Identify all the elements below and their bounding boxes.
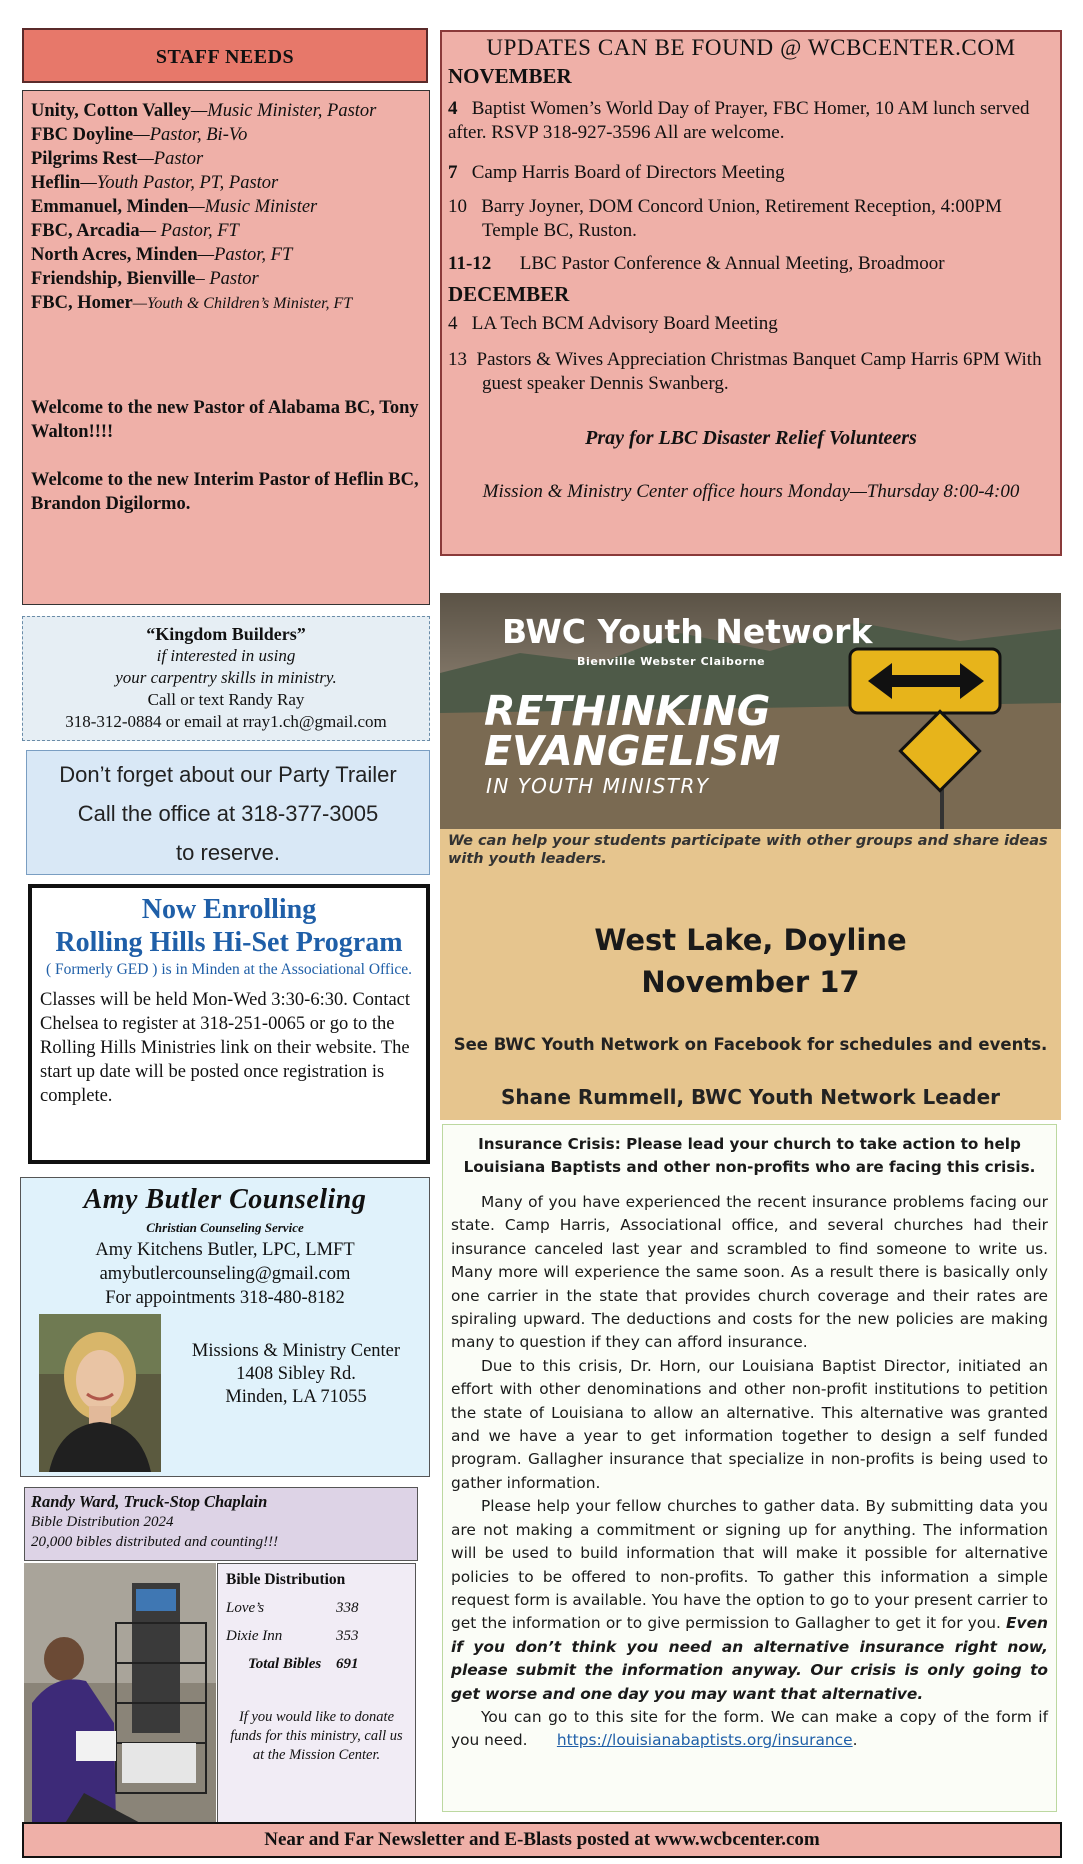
insurance-paragraph: You can go to this site for the form. We can make a copy of the form if you need. https://louisianabaptists.org/insurance. [451, 1707, 1048, 1750]
event-item [448, 195, 1054, 243]
counseling-address [171, 1340, 421, 1409]
church-name: Friendship, Bienville [31, 269, 196, 289]
youth-facebook-note: See BWC Youth Network on Facebook for schedules and events. [453, 1035, 1048, 1054]
counseling-contact [21, 1238, 429, 1310]
address-line: 1408 Sibley Rd. [236, 1364, 356, 1384]
amy-butler-counseling-box [20, 1177, 430, 1477]
position-needed: —Music Minister, Pastor [190, 101, 377, 121]
kingdom-line: if interested in using [156, 646, 296, 665]
position-needed: —Pastor [137, 149, 204, 169]
kingdom-contact: 318-312-0884 or email at rray1.ch@gmail.com [65, 712, 387, 731]
event-day: 4 [448, 98, 458, 119]
youth-intro: We can help your students participate with other groups and share ideas with youth leaders. [448, 833, 1048, 867]
address-line: Missions & Ministry Center [191, 1341, 401, 1361]
event-text: Baptist Women’s World Day of Prayer, FBC Homer, 10 AM lunch served after. RSVP 318-927-3596 All are welcome. [448, 98, 1030, 143]
church-name: Pilgrims Rest [31, 149, 138, 169]
month-december: DECEMBER [448, 282, 570, 306]
insurance-paragraph-text: You can go to this site for the form. We can make a copy of the form if you need. [451, 1707, 1048, 1750]
counseling-subtitle: Christian Counseling Service [146, 1220, 304, 1235]
event-text: Pastors & Wives Appreciation Christmas Banquet Camp Harris 6PM With guest speaker Dennis Swanberg. [476, 349, 1042, 394]
event-day: 13 [448, 349, 467, 370]
staff-row [31, 195, 421, 219]
event-day: 7 [448, 162, 458, 183]
event-text: Camp Harris Board of Directors Meeting [471, 162, 785, 183]
insurance-paragraph: Due to this crisis, Dr. Horn, our Louisiana Baptist Director, initiated an effort with other denominations and other non-profit institutions to petition the state of Louisiana to allow an alternative. This alternative was granted and we have a year to get information together to design a self funded program. Gallagher insurance that specialize in non-profits is being used to gather information. [451, 1356, 1048, 1492]
counselor-phone: For appointments 318-480-8182 [105, 1288, 345, 1308]
church-name: Unity, Cotton Valley [31, 101, 191, 121]
event-day: 11-12 [448, 253, 492, 274]
updates-calendar [440, 30, 1062, 556]
party-line: Don’t forget about our Party Trailer [59, 762, 397, 787]
bible-total-label: Total Bibles [248, 1656, 322, 1672]
pray-note: Pray for LBC Disaster Relief Volunteers [585, 427, 917, 449]
insurance-paragraph [451, 1495, 1048, 1706]
rolling-hills-box [28, 884, 430, 1164]
welcome-interim-pastor-note: Welcome to the new Interim Pastor of Heflin BC, Brandon Digilormo. [31, 470, 419, 514]
bible-count: 353 [336, 1628, 359, 1644]
bible-row [226, 1594, 407, 1622]
program-details: Classes will be held Mon-Wed 3:30-6:30. Contact Chelsea to register at 318-251-0065 or go to the Rolling Hills Ministries link on their website. The start up date will be posted once registration is complete. [40, 990, 410, 1106]
position-needed: —Music Minister [188, 197, 318, 217]
insurance-emphasis: Even if you don’t think you need an alternative insurance right now, please submit the information anyway. Our crisis is only going to get worse and one day you may want that alternative. [451, 1614, 1048, 1703]
staff-row [31, 291, 421, 316]
position-needed: — Pastor, FT [139, 221, 239, 241]
kingdom-builders-box [22, 616, 430, 741]
youth-headline-2: EVANGELISM [484, 727, 781, 775]
position-needed: —Youth Pastor, PT, Pastor [80, 173, 279, 193]
staff-needs-header: STAFF NEEDS [22, 28, 428, 83]
bible-location: Dixie Inn [226, 1628, 283, 1644]
church-name: North Acres, Minden [31, 245, 198, 265]
event-day: 4 [448, 313, 458, 334]
church-name: Emmanuel, Minden [31, 197, 189, 217]
event-text: LBC Pastor Conference & Annual Meeting, Broadmoor [519, 253, 945, 274]
youth-headline-1: RETHINKING [484, 687, 771, 735]
chaplain-photo [24, 1563, 216, 1825]
bible-distribution-title: Bible Distribution [226, 1571, 346, 1588]
position-needed: —Youth & Children’s Minister, FT [132, 295, 353, 312]
enroll-title: Now Enrolling [141, 894, 317, 925]
counselor-email: amybutlercounseling@gmail.com [99, 1264, 351, 1284]
event-item [448, 312, 1054, 336]
youth-brand: BWC Youth Network [502, 612, 873, 651]
chaplain-line: 20,000 bibles distributed and counting!!! [31, 1534, 279, 1550]
kingdom-builders-title: “Kingdom Builders” [146, 624, 306, 644]
position-needed: —Pastor, FT [197, 245, 293, 265]
youth-event [440, 919, 1061, 1003]
staff-row [31, 171, 421, 195]
staff-row [31, 123, 421, 147]
insurance-link[interactable]: https://louisianabaptists.org/insurance [556, 1731, 853, 1750]
staff-row [31, 147, 421, 171]
truck-stop-chaplain-box [24, 1487, 418, 1561]
chaplain-line: Bible Distribution 2024 [31, 1514, 174, 1530]
staff-row [31, 219, 421, 243]
church-name: FBC Doyline [31, 125, 134, 145]
donate-note: If you would like to donate funds for this ministry, call us at the Mission Center. [230, 1709, 403, 1763]
program-subtitle: ( Formerly GED ) is in Minden at the Associational Office. [45, 961, 413, 978]
church-name: FBC, Homer [31, 293, 133, 313]
event-item [448, 348, 1054, 396]
youth-event-date: November 17 [641, 965, 860, 999]
party-phone: Call the office at 318-377-3005 [77, 801, 379, 826]
event-text: Barry Joyner, DOM Concord Union, Retirement Reception, 4:00PM Temple BC, Ruston. [481, 196, 1002, 241]
chaplain-title: Randy Ward, Truck-Stop Chaplain [31, 1492, 268, 1511]
party-trailer-box [26, 750, 430, 875]
event-text: LA Tech BCM Advisory Board Meeting [471, 313, 778, 334]
bible-total-row [226, 1650, 407, 1678]
bible-location: Love’s [226, 1600, 265, 1616]
position-needed: —Pastor, Bi-Vo [133, 125, 248, 145]
welcome-pastor-note: Welcome to the new Pastor of Alabama BC, Tony Walton!!!! [31, 398, 419, 442]
insurance-crisis-article [442, 1124, 1057, 1812]
bible-distribution-box [217, 1563, 416, 1825]
kingdom-line: your carpentry skills in ministry. [115, 668, 337, 687]
office-hours: Mission & Ministry Center office hours Monday—Thursday 8:00-4:00 [482, 481, 1020, 502]
updates-header: UPDATES CAN BE FOUND @ WCBCENTER.COM [486, 35, 1016, 60]
staff-needs-list [22, 90, 430, 605]
bible-row [226, 1622, 407, 1650]
staff-row [31, 267, 421, 291]
youth-brand-sub: Bienville Webster Claiborne [577, 655, 766, 668]
youth-event-place: West Lake, Doyline [594, 923, 907, 957]
insurance-paragraph: Many of you have experienced the recent insurance problems facing our state. Camp Harris, Associational office, and several churches had their insurance canceled last year and scrambled to find someone to write us. Many more will experience the same soon. As a result there is basically only one carrier in the state that provides church coverage and their rates are spiraling upward. The deductions and costs for the new policies are making many to question if they can afford insurance. [451, 1193, 1048, 1352]
insurance-paragraph-text: Please help your fellow churches to gather data. By submitting data you are not making a commitment or signing up for anything. The information will be used to build information that will make it possible for alternative policies to be offered to non-profits. To gather this information a simple request form is available. You have the option to go to your present carrier to get the information or to give permission to Gallagher to get it for you. [451, 1497, 1048, 1633]
church-name: Heflin [31, 173, 81, 193]
staff-row [31, 99, 421, 123]
bible-count: 338 [336, 1600, 359, 1616]
address-line: Minden, LA 71055 [225, 1387, 367, 1407]
event-day: 10 [448, 196, 467, 217]
kingdom-line: Call or text Randy Ray [147, 690, 305, 709]
staff-row [31, 243, 421, 267]
counselor-name: Amy Kitchens Butler, LPC, LMFT [95, 1240, 355, 1260]
youth-network-details [440, 829, 1061, 1120]
event-item [448, 252, 1054, 276]
counseling-title: Amy Butler Counseling [83, 1184, 367, 1215]
youth-network-banner [440, 593, 1061, 829]
counselor-photo [39, 1314, 161, 1472]
party-line: to reserve. [176, 840, 280, 865]
bible-total: 691 [336, 1656, 359, 1672]
church-name: FBC, Arcadia [31, 221, 140, 241]
newsletter-footer: Near and Far Newsletter and E-Blasts posted at www.wcbcenter.com [22, 1822, 1062, 1858]
program-title: Rolling Hills Hi-Set Program [55, 927, 403, 958]
youth-leader: Shane Rummell, BWC Youth Network Leader [500, 1085, 1001, 1109]
event-item [448, 161, 1054, 185]
month-november: NOVEMBER [448, 64, 572, 88]
event-item [448, 97, 1054, 145]
youth-headline-3: IN YOUTH MINISTRY [486, 774, 710, 798]
insurance-title: Insurance Crisis: Please lead your church to take action to help Louisiana Baptists and other non-profits who are facing this crisis. [463, 1135, 1036, 1176]
position-needed: – Pastor [195, 269, 259, 289]
